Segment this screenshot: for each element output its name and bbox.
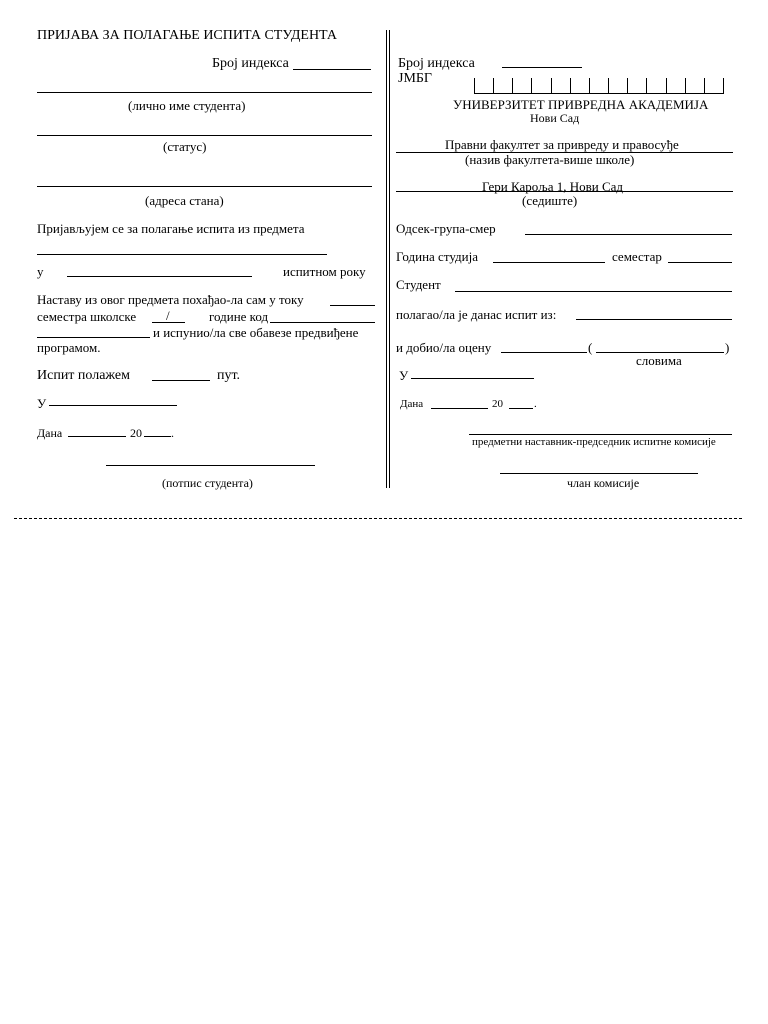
date-period: . [171,426,174,440]
student-label: Студент [396,277,441,292]
form-title: ПРИЈАВА ЗА ПОЛАГАЊЕ ИСПИТА СТУДЕНТА [37,28,338,43]
address-caption: (адреса стана) [145,193,224,208]
times-label: пут. [217,368,241,383]
right-semester-field[interactable] [668,262,732,263]
signature-caption: (потпис студента) [162,476,253,490]
dept-label: Одсек-група-смер [396,221,496,236]
teacher-caption: предметни наставник-председник испитне комисије [472,436,716,448]
right-date-label: Дана [400,398,424,410]
term-in-label: у [37,264,44,279]
year-separator: / [166,308,170,323]
jmbg-digit-box[interactable] [512,78,531,94]
jmbg-digit-box[interactable] [474,78,493,94]
attended-line-3: и испунио/ла све обавезе предвиђене [153,325,359,340]
paren-close: ) [725,340,730,355]
right-year-field[interactable] [509,408,533,409]
year-field[interactable] [144,436,171,437]
seat-caption: (седиште) [522,193,578,208]
jmbg-label: ЈМБГ [398,71,433,86]
jmbg-boxes[interactable] [474,78,724,94]
jmbg-digit-box[interactable] [704,78,724,94]
teacher-field[interactable] [270,322,375,323]
right-date-field[interactable] [431,408,488,409]
attended-line-2b: године код [209,309,269,324]
address-line [396,191,733,192]
grade-label: и добио/ла оцену [396,340,492,355]
divider-line-left [386,30,387,488]
faculty-caption: (назив факултета-више школе) [465,152,635,167]
term-label: испитном року [283,264,366,279]
place-label: У [37,396,47,411]
jmbg-digit-box[interactable] [570,78,589,94]
attended-line-4: програмом. [37,340,101,355]
study-year-field[interactable] [493,262,605,263]
jmbg-digit-box[interactable] [627,78,646,94]
signature-field[interactable] [106,465,315,466]
passed-label: полагао/ла је данас испит из: [396,307,557,322]
member-signature-field[interactable] [500,473,698,474]
jmbg-digit-box[interactable] [493,78,512,94]
jmbg-digit-box[interactable] [608,78,627,94]
year-prefix: 20 [130,426,142,440]
passed-subject-field[interactable] [576,319,732,320]
teacher-signature-field[interactable] [469,434,732,435]
jmbg-digit-box[interactable] [685,78,704,94]
attended-line-2a: семестра школске [37,309,137,324]
date-field[interactable] [68,436,126,437]
date-label: Дана [37,426,63,440]
right-year-prefix: 20 [492,398,503,410]
paren-open: ( [588,340,593,355]
jmbg-digit-box[interactable] [551,78,570,94]
member-caption: члан комисије [567,476,640,490]
words-caption: словима [636,353,682,368]
attempt-field[interactable] [152,380,210,381]
apply-text: Пријављујем се за полагање испита из предмета [37,221,305,236]
right-index-label: Број индекса [398,56,475,71]
semester-label: семестар [612,249,662,264]
jmbg-digit-box[interactable] [646,78,665,94]
study-year-label: Година студија [396,249,478,264]
university-city: Нови Сад [530,111,580,125]
cut-line [14,518,742,519]
right-place-field[interactable] [411,378,534,379]
address-field[interactable] [37,186,372,187]
student-name-field[interactable] [37,92,372,93]
jmbg-digit-box[interactable] [531,78,550,94]
exam-taking-label: Испит полажем [37,368,130,383]
grade-field[interactable] [501,352,587,353]
exam-term-field[interactable] [67,276,252,277]
right-index-field[interactable] [502,67,582,68]
jmbg-digit-box[interactable] [666,78,685,94]
faculty-name: Правни факултет за привреду и правосуђе [445,137,679,152]
right-year-suffix: . [534,398,537,410]
university-name: УНИВЕРЗИТЕТ ПРИВРЕДНА АКАДЕМИЈА [453,97,709,112]
semester-field[interactable] [330,305,375,306]
faculty-address: Гери Карољa 1, Нови Сад [482,179,624,194]
divider-line-right [389,30,390,488]
index-field[interactable] [293,69,371,70]
student-field[interactable] [455,291,732,292]
teacher-field-cont[interactable] [37,337,150,338]
place-field[interactable] [49,405,177,406]
subject-field[interactable] [37,254,327,255]
right-place-label: У [399,368,409,383]
dept-field[interactable] [525,234,732,235]
index-label: Број индекса [212,56,289,71]
jmbg-digit-box[interactable] [589,78,608,94]
status-field[interactable] [37,135,372,136]
attended-line-1: Наставу из овог предмета похађао-ла сам у току [37,292,304,307]
student-name-caption: (лично име студента) [128,98,246,113]
status-caption: (статус) [163,139,207,154]
